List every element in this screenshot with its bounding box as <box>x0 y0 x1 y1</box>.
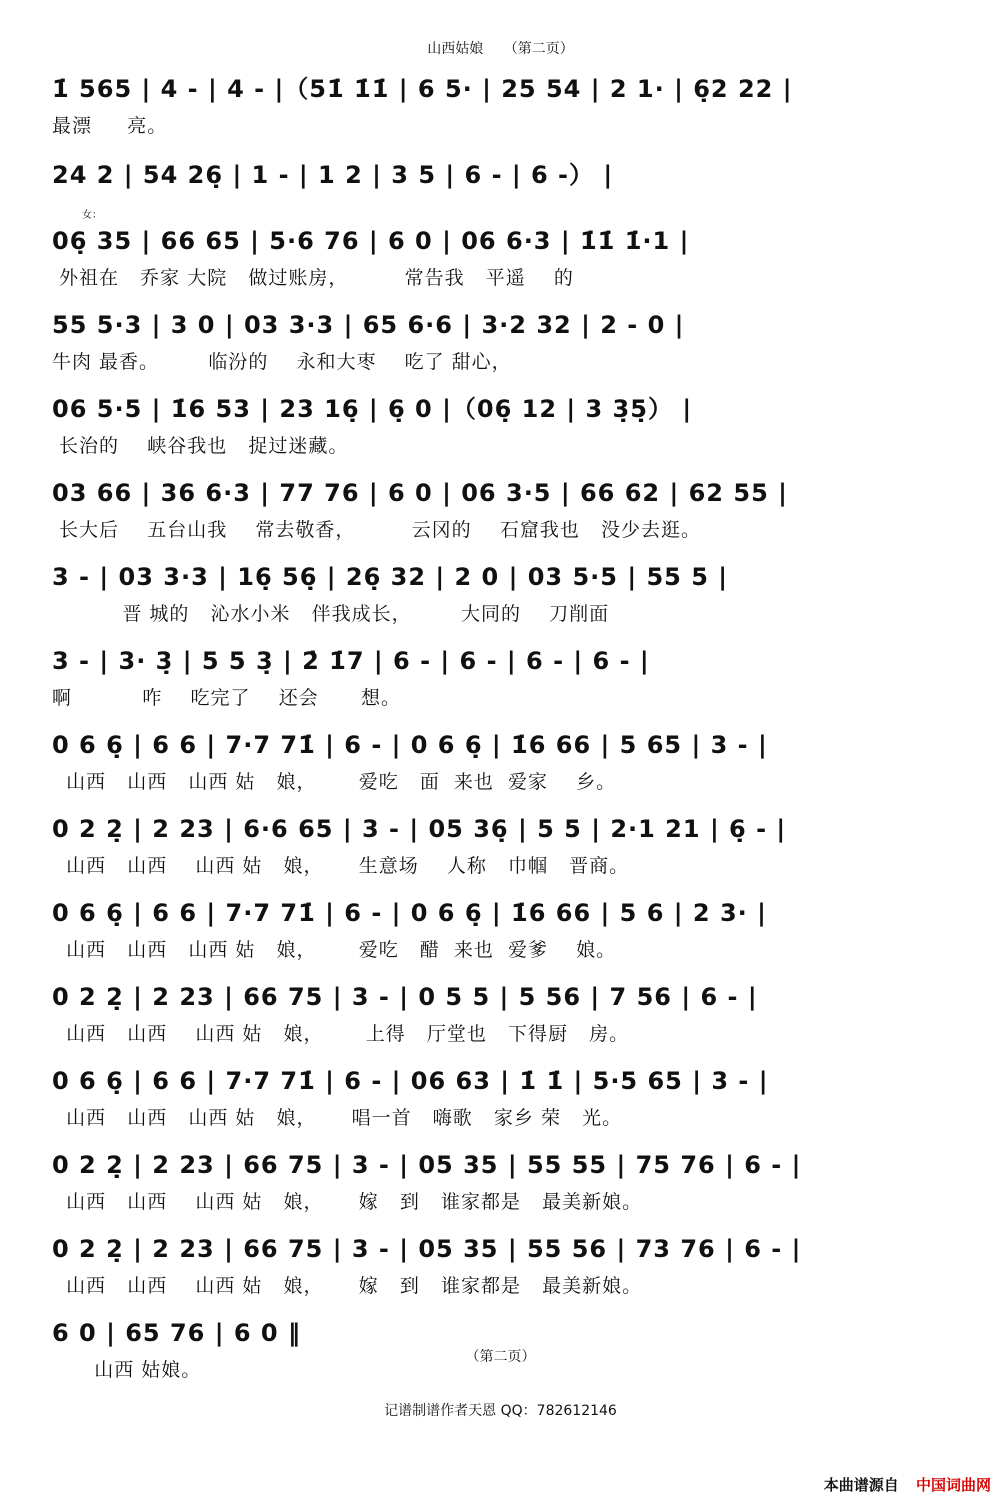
notation-line: 24 2 | 54 26̣ | 1 - | 1 2 | 3 5 | 6 - | 6 -） | <box>52 161 614 189</box>
watermark-site[interactable]: 中国词曲网 <box>915 1476 991 1494</box>
notation-line: 03 66 | 36 6·3 | 77 76 | 6 0 | 06 3·5 | 66 62 | 62 55 | <box>52 479 788 507</box>
notation-line: 0 2 2̣ | 2 23 | 6·6 65 | 3 - | 05 36̣ | 5 5 | 2·1 21 | 6̣ - | <box>52 815 787 843</box>
notation-line: 0 6 6̣ | 6 6 | 7·7 71̇ | 6 - | 0 6 6̣ | 1̇6 66 | 5 6 | 2 3· | <box>52 899 767 927</box>
transcriber-credit: 记谱制谱作者天恩 QQ：782612146 <box>384 1403 617 1419</box>
lyrics-line: 晋 城的 沁水小米 伴我成长， 大同的 刀削面 <box>52 603 610 625</box>
notation-line: 06 5·5 | 1̇6 53 | 23 16̣ | 6̣ 0 |（06̣ 12 | 3 3̣5̣） | <box>52 395 693 423</box>
lyrics-line: 山西 山西 山西 姑 娘， 爱吃 醋 来也 爱爹 娘。 <box>52 939 617 961</box>
notation-line: 3 - | 3· 3̣ | 5 5 3̣ | 2̇ 1̇7 | 6 - | 6 - | 6 - | 6 - | <box>52 647 650 675</box>
lyrics-line: 山西 山西 山西 姑 娘， 嫁 到 谁家都是 最美新娘。 <box>52 1275 643 1297</box>
lyrics-line: 长治的 峡谷我也 捉过迷藏。 <box>52 435 349 457</box>
notation-line: 0 2 2̣ | 2 23 | 66 75 | 3 - | 0 5 5 | 5 56 | 7 56 | 6 - | <box>52 983 758 1011</box>
notation-line: 0 6 6̣ | 6 6 | 7·7 71̇ | 6 - | 0 6 6̣ | 1̇6 66 | 5 65 | 3 - | <box>52 731 768 759</box>
notation-line: 0 6 6̣ | 6 6 | 7·7 71̇ | 6 - | 06 63 | 1̇ 1̇ | 5·5 65 | 3 - | <box>52 1067 769 1095</box>
lyrics-line: 牛肉 最香。 临汾的 永和大枣 吃了 甜心， <box>52 351 512 373</box>
footer-page-indicator: （第二页） <box>465 1349 536 1365</box>
song-title: 山西姑娘 <box>427 41 484 57</box>
voice-marker: 女： <box>82 210 102 221</box>
lyrics-line <box>52 198 952 226</box>
watermark-source: 本曲谱源自 <box>823 1476 899 1494</box>
lyrics-line: 山西 山西 山西 姑 娘， 上得 厅堂也 下得厨 房。 <box>52 1023 630 1045</box>
lyrics-line: 外祖在 乔家 大院 做过账房， 常告我 平遥 的 <box>52 267 574 289</box>
watermark <box>824 1474 991 1495</box>
lyrics-line: 啊 咋 吃完了 还会 想。 <box>52 687 401 709</box>
notation-line: 0 2 2̣ | 2 23 | 66 75 | 3 - | 05 35 | 55 55 | 75 76 | 6 - | <box>52 1151 802 1179</box>
lyrics-line: 山西 山西 山西 姑 娘， 唱一首 嗨歌 家乡 荣 光。 <box>52 1107 623 1129</box>
lyrics-line: 山西 山西 山西 姑 娘， 生意场 人称 巾帼 晋商。 <box>52 855 630 877</box>
page-header <box>0 38 1001 58</box>
notation-line: 6 0 | 65 76 | 6 0 ‖ <box>52 1319 301 1347</box>
notation-line: 06̣ 35 | 66 65 | 5·6 76 | 6 0 | 06 6·3 | 1̇1̇ 1̇·1 | <box>52 227 690 255</box>
notation-line: 1̇ 565 | 4 - | 4 - |（51̇ 1̇1̇ | 6 5· | 25 54 | 2 1· | 6̣2 22 | <box>52 75 793 103</box>
lyrics-line: 长大后 五台山我 常去敬香， 云冈的 石窟我也 没少去逛。 <box>52 519 701 541</box>
notation-line: 55 5·3 | 3 0 | 03 3·3 | 65 6·6 | 3·2 32 | 2 - 0 | <box>52 311 685 339</box>
page-indicator: （第二页） <box>503 41 574 57</box>
lyrics-line: 山西 山西 山西 姑 娘， 嫁 到 谁家都是 最美新娘。 <box>52 1191 643 1213</box>
lyrics-line: 最漂 亮。 <box>52 115 168 137</box>
lyrics-line: 山西 山西 山西 姑 娘， 爱吃 面 来也 爱家 乡。 <box>52 771 617 793</box>
lyrics-line: 山西 姑娘。 <box>52 1359 202 1381</box>
notation-line: 0 2 2̣ | 2 23 | 66 75 | 3 - | 05 35 | 55 56 | 73 76 | 6 - | <box>52 1235 802 1263</box>
notation-line: 3 - | 03 3·3 | 16̣ 56̣ | 26̣ 32 | 2 0 | 03 5·5 | 55 5 | <box>52 563 729 591</box>
